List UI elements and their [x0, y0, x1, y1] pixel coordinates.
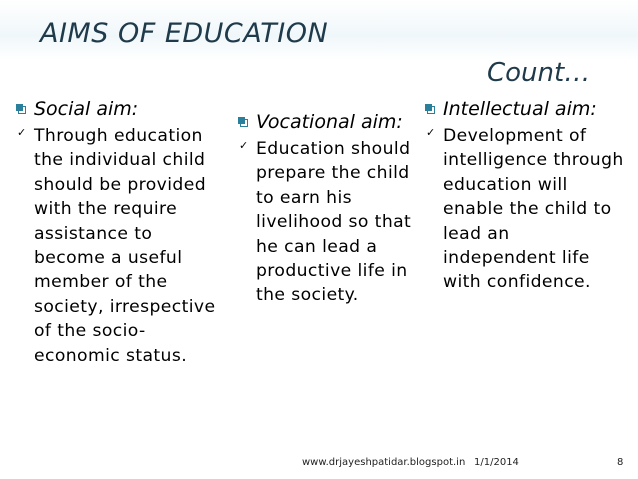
slide-title: AIMS OF EDUCATION — [40, 18, 329, 49]
checkmark-icon: ✓ — [426, 126, 436, 139]
footer-date: 1/1/2014 — [474, 457, 519, 468]
column-heading: Vocational aim: — [256, 111, 403, 133]
column-text: Development of intelligence through education will enable the child to lead an independent life with confidence. — [443, 126, 624, 293]
checkmark-icon: ✓ — [17, 126, 27, 139]
column-heading-row — [425, 98, 625, 121]
column-heading-row — [238, 111, 418, 134]
column-text-row — [425, 124, 625, 295]
footer-page-number: 8 — [617, 457, 624, 468]
column-text-row — [238, 137, 418, 308]
square-bullet-icon — [425, 104, 435, 114]
column-social-aim — [16, 98, 221, 368]
column-text: Through education the individual child should be provided with the require assistance to become a useful member of the society, irrespective of the socio-economic status. — [34, 126, 216, 366]
column-heading: Intellectual aim: — [443, 98, 597, 120]
column-heading: Social aim: — [34, 98, 139, 120]
column-heading-row — [16, 98, 221, 121]
column-vocational-aim — [238, 111, 418, 308]
column-text: Education should prepare the child to earn his livelihood so that he can lead a productive life in the society. — [256, 139, 412, 306]
column-text-row — [16, 124, 221, 368]
footer-website: www.drjayeshpatidar.blogspot.in — [302, 457, 466, 468]
slide-subtitle: Count… — [487, 58, 591, 88]
checkmark-icon: ✓ — [239, 139, 249, 152]
square-bullet-icon — [16, 104, 26, 114]
square-bullet-icon — [238, 117, 248, 127]
column-intellectual-aim — [425, 98, 625, 295]
